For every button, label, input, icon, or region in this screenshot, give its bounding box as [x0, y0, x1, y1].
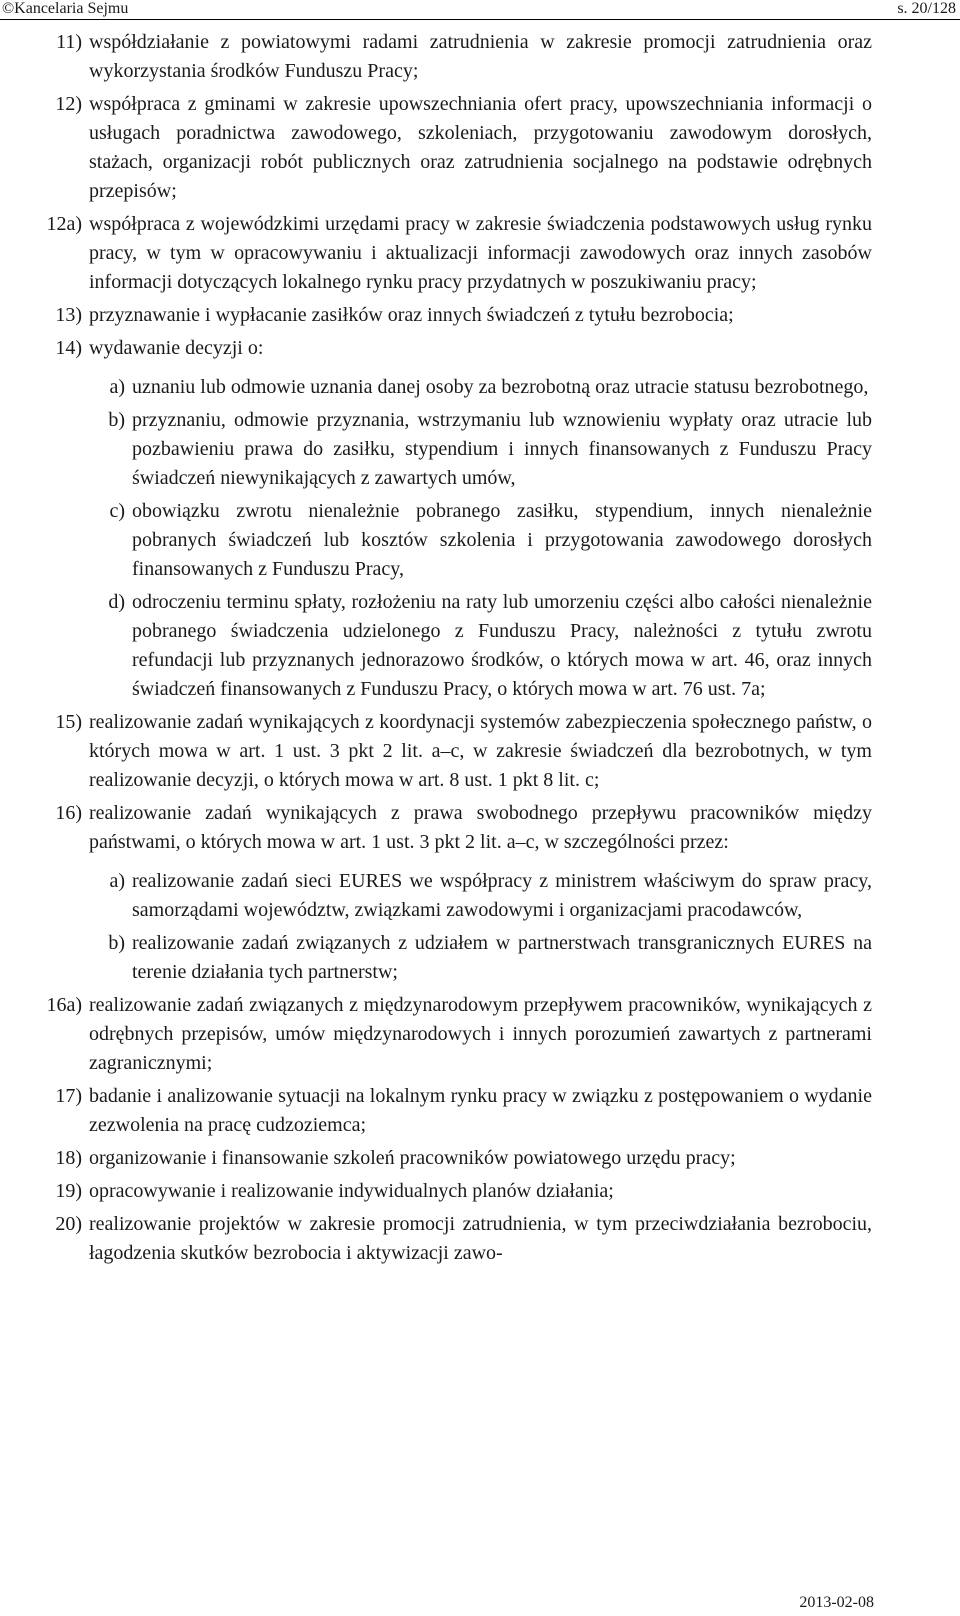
item-text: realizowanie projektów w zakresie promocji zatrudnienia, w tym przeciwdziałania bezrobociu, łagodzenia skutków bezrobocia i aktywizacji zawo-: [89, 1213, 872, 1264]
item-label: 12a): [46, 213, 82, 235]
item-label: c): [109, 500, 125, 522]
document-date: 2013-02-08: [799, 1594, 874, 1611]
item-text: realizowanie zadań wynikających z koordynacji systemów zabezpieczenia społecznego państw, o których mowa w art. 1 ust. 3 pkt 2 lit. a–c, w zakresie świadczeń dla bezrobotnych, w tym realizowanie decyzji, o których mowa w art. 8 ust. 1 pkt 8 lit. c;: [89, 711, 872, 791]
list-subitem-14b: [0, 406, 960, 493]
list-subitem-16b: [0, 929, 960, 987]
list-item-11: [0, 28, 960, 86]
list-item-19: [0, 1177, 960, 1206]
list-subitem-14a: [0, 373, 960, 402]
list-item-14: [0, 334, 960, 363]
item-text: realizowanie zadań wynikających z prawa swobodnego przepływu pracowników między państwami, o których mowa w art. 1 ust. 3 pkt 2 lit. a–c, w szczególności przez:: [89, 802, 872, 853]
copyright-label: ©Kancelaria Sejmu: [2, 0, 129, 17]
item-label: 18): [55, 1147, 82, 1169]
item-label: 16a): [46, 994, 82, 1016]
item-text: badanie i analizowanie sytuacji na lokalnym rynku pracy w związku z postępowaniem o wydanie zezwolenia na pracę cudzoziemca;: [89, 1085, 872, 1136]
item-text: realizowanie zadań sieci EURES we współpracy z ministrem właściwym do spraw pracy, samorządami województw, związkami zawodowymi i organizacjami pracodawców,: [132, 870, 872, 921]
item-text: realizowanie zadań związanych z międzynarodowym przepływem pracowników, wynikających z odrębnych przepisów, umów międzynarodowych i innych porozumień zawartych z partnerami zagranicznymi;: [89, 994, 872, 1074]
item-label: 13): [55, 304, 82, 326]
item-label: b): [108, 932, 125, 954]
item-label: 19): [55, 1180, 82, 1202]
list-item-12a: [0, 210, 960, 297]
item-text: współpraca z gminami w zakresie upowszechniania ofert pracy, upowszechniania informacji o usługach poradnictwa zawodowego, szkoleniach, przygotowaniu zawodowym dorosłych, stażach, organizacji robót publicznych oraz zatrudnienia socjalnego na podstawie odrębnych przepisów;: [89, 93, 872, 202]
list-subitem-14c: [0, 497, 960, 584]
item-text: współpraca z wojewódzkimi urzędami pracy w zakresie świadczenia podstawowych usług rynku pracy, w tym w opracowywaniu i aktualizacji informacji zawodowych oraz innych zasobów informacji dotyczących lokalnego rynku pracy przydatnych w poszukiwaniu pracy;: [89, 213, 872, 293]
item-label: 20): [55, 1213, 82, 1235]
item-label: 17): [55, 1085, 82, 1107]
list-item-16a: [0, 991, 960, 1078]
list-subitem-14d: [0, 588, 960, 704]
item-label: a): [109, 376, 125, 398]
item-label: a): [109, 870, 125, 892]
list-item-16: [0, 799, 960, 857]
list-item-12: [0, 90, 960, 206]
page-header: [0, 0, 960, 22]
item-label: 11): [56, 31, 82, 53]
item-label: b): [108, 409, 125, 431]
list-item-17: [0, 1082, 960, 1140]
list-item-15: [0, 708, 960, 795]
item-label: 15): [55, 711, 82, 733]
list-subitem-16a: [0, 867, 960, 925]
item-text: realizowanie zadań związanych z udziałem w partnerstwach transgranicznych EURES na terenie działania tych partnerstw;: [132, 932, 872, 983]
item-label: 14): [55, 337, 82, 359]
item-text: uznaniu lub odmowie uznania danej osoby za bezrobotną oraz utracie statusu bezrobotnego,: [132, 376, 869, 398]
item-label: d): [108, 591, 125, 613]
list-item-18: [0, 1144, 960, 1173]
item-text: przyznaniu, odmowie przyznania, wstrzymaniu lub wznowieniu wypłaty oraz utracie lub pozbawieniu prawa do zasiłku, stypendium i innych finansowanych z Funduszu Pracy świadczeń niewynikających z zawartych umów,: [132, 409, 872, 489]
item-label: 12): [55, 93, 82, 115]
page-number: s. 20/128: [897, 0, 956, 17]
item-text: organizowanie i finansowanie szkoleń pracowników powiatowego urzędu pracy;: [89, 1147, 736, 1169]
item-text: odroczeniu terminu spłaty, rozłożeniu na raty lub umorzeniu części albo całości nienależnie pobranego świadczenia udzielonego z Funduszu Pracy, należności z tytułu zwrotu refundacji lub przyznanych jednorazowo środków, o których mowa w art. 46, oraz innych świadczeń finansowanych z Funduszu Pracy, o których mowa w art. 76 ust. 7a;: [132, 591, 872, 700]
header-divider: [0, 19, 960, 20]
item-label: 16): [55, 802, 82, 824]
item-text: obowiązku zwrotu nienależnie pobranego zasiłku, stypendium, innych nienależnie pobranych świadczeń lub kosztów szkolenia i przygotowania zawodowego dorosłych finansowanych z Funduszu Pracy,: [132, 500, 872, 580]
item-text: przyznawanie i wypłacanie zasiłków oraz innych świadczeń z tytułu bezrobocia;: [89, 304, 734, 326]
item-text: opracowywanie i realizowanie indywidualnych planów działania;: [89, 1180, 614, 1202]
list-item-13: [0, 301, 960, 330]
list-item-20: [0, 1210, 960, 1268]
document-body: [0, 28, 960, 1272]
item-text: wydawanie decyzji o:: [89, 337, 264, 359]
item-text: współdziałanie z powiatowymi radami zatrudnienia w zakresie promocji zatrudnienia oraz wykorzystania środków Funduszu Pracy;: [89, 31, 872, 82]
